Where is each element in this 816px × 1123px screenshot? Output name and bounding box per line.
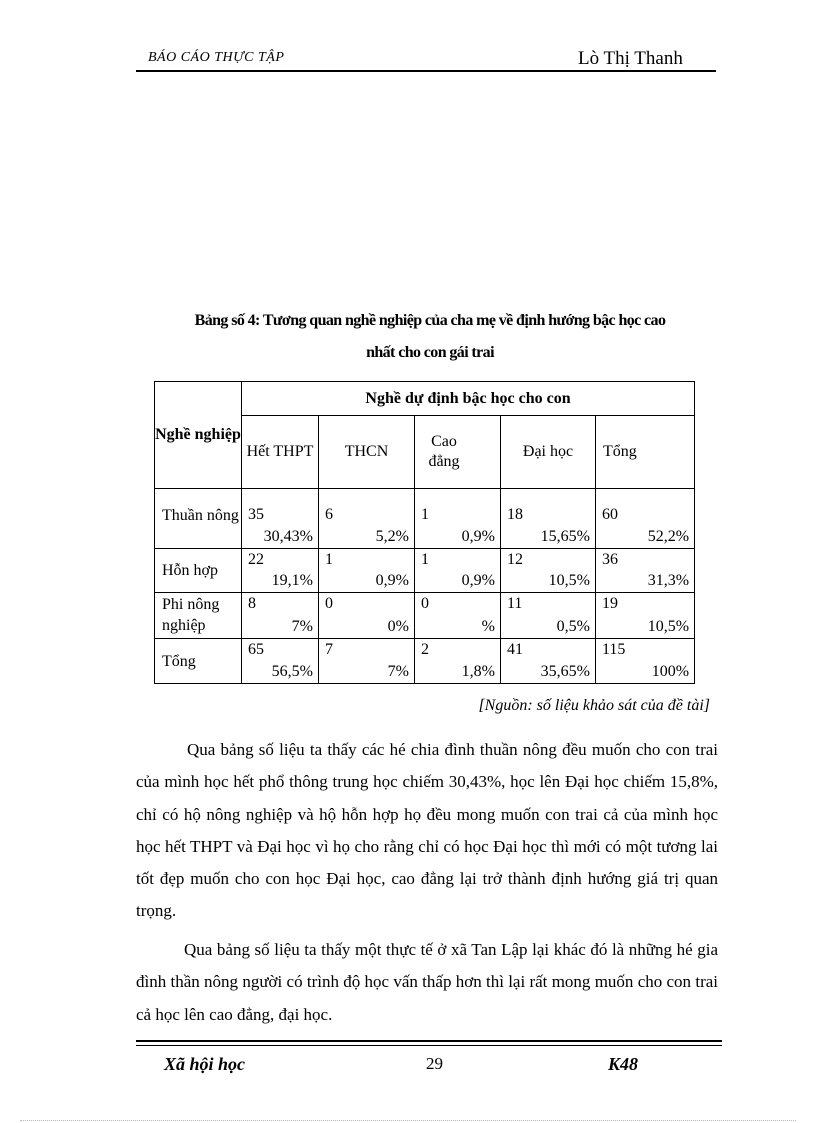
cell-percent: 19,1% [271,572,313,589]
cell-percent: 30,43% [263,528,313,545]
cell-count: 22 [248,551,264,568]
row-label [155,639,242,684]
cell-percent: 35,65% [540,663,590,680]
table-row [155,489,695,549]
row-label [155,489,242,549]
footer-class-code: K48 [608,1054,639,1074]
cell-count: 41 [507,641,523,658]
data-cell [415,549,501,593]
cell-count: 19 [602,595,618,612]
cell-count: 115 [602,641,626,658]
column-header [501,416,596,489]
data-cell [596,593,695,639]
cell-percent: 0,9% [375,572,409,589]
column-header-label: Cao đẳng [428,433,460,470]
table-source-note: [Nguồn: số liệu khảo sát của đề tài] [478,697,710,714]
group-header-label: Nghề dự định bậc học cho con [365,389,571,407]
table-row [155,593,695,639]
cell-percent: 0,5% [556,618,590,635]
cell-count: 11 [507,595,523,612]
cell-percent: 5,2% [375,528,409,545]
column-header-label: THCN [344,443,389,460]
header-report-title: BÁO CÁO THỰC TẬP [148,50,285,65]
cell-count: 65 [248,641,264,658]
data-cell [415,639,501,684]
column-header [596,416,695,489]
row-label-text: Hỗn hợp [162,562,219,579]
cell-percent: 0% [387,618,409,635]
row-header-label: Nghề nghiệp [155,426,241,443]
table-row [155,639,695,684]
cell-count: 36 [602,551,618,568]
data-cell [415,489,501,549]
cell-percent: 56,5% [271,663,313,680]
cell-percent: 7% [291,618,313,635]
cell-count: 1 [421,551,429,568]
body-paragraph-2: Qua bảng số liệu ta thấy một thực tế ở xã Tan Lập lại khác đó là những hé gia đình thần nông người có trình độ học vấn thấp hơn thì lại rất mong muốn cho con trai cả học lên cao đẳng, đại học. [136,940,718,1024]
page-number: 29 [426,1054,443,1073]
column-header [415,416,501,489]
data-cell [319,639,415,684]
column-header-label: Đại học [522,443,574,460]
body-paragraph-1: Qua bảng số liệu ta thấy các hé chia đình thuần nông đều muốn cho con trai của mình học hết phổ thông trung học chiếm 30,43%, học lên Đại học chiếm 15,8%, chỉ có hộ nông nghiệp và hộ hỗn hợp họ đều mong muốn con trai cả của mình học học hết THPT và Đại học vì họ cho rằng chỉ có học Đại học thì mới có một tương lai tốt đẹp muốn cho con học Đại học, cao đẳng lại trở thành định hướng giá trị quan trọng. [136,740,718,921]
data-cell [242,593,319,639]
cell-percent: 7% [387,663,409,680]
column-header-label: Hết THPT [246,443,314,460]
cell-percent: 0,9% [461,572,495,589]
cell-percent: 31,3% [647,572,690,589]
data-cell [501,489,596,549]
cell-count: 2 [421,641,429,658]
header-author-name: Lò Thị Thanh [578,48,683,69]
data-cell [596,549,695,593]
data-cell [415,593,501,639]
table-caption-line-2: nhất cho con gái trai [366,344,494,361]
cell-count: 6 [325,506,333,523]
row-label-text: Phi nông nghiệp [162,596,220,634]
column-header [319,416,415,489]
data-cell [319,549,415,593]
page-edge-marker [20,1120,796,1121]
cell-percent: % [481,618,495,635]
cell-count: 0 [421,595,429,612]
cell-count: 18 [507,506,523,523]
data-cell [501,549,596,593]
data-cell [242,639,319,684]
footer-divider-thin [136,1045,722,1046]
cell-percent: 10,5% [647,618,690,635]
cell-count: 1 [325,551,333,568]
data-cell [319,593,415,639]
column-header-label: Tổng [603,443,637,460]
cell-count: 0 [325,595,333,612]
data-cell [501,639,596,684]
cell-percent: 100% [651,663,690,680]
row-label [155,549,242,593]
row-label [155,593,242,639]
data-cell [319,489,415,549]
cell-count: 8 [248,595,256,612]
data-cell [501,593,596,639]
data-cell [596,639,695,684]
cell-count: 60 [602,506,618,523]
cell-percent: 52,2% [647,528,690,545]
cell-count: 7 [325,641,333,658]
data-cell [242,489,319,549]
cell-percent: 0,9% [461,528,495,545]
data-cell [596,489,695,549]
cell-percent: 10,5% [548,572,590,589]
footer-department: Xã hội học [164,1054,246,1074]
column-header [242,416,319,489]
data-table [154,381,695,684]
cell-count: 1 [421,506,429,523]
cell-count: 35 [248,506,264,523]
row-label-text: Thuần nông [162,507,239,524]
cell-percent: 15,65% [540,528,590,545]
row-header-cell [155,382,242,489]
group-header-cell [242,382,695,416]
table-caption-line-1: Bảng số 4: Tương quan nghề nghiệp của cha mẹ về định hướng bậc học cao [194,312,666,329]
cell-percent: 1,8% [461,663,495,680]
header-divider [136,70,716,72]
table-row [155,549,695,593]
cell-count: 12 [507,551,523,568]
row-label-text: Tổng [162,652,196,670]
footer-divider-thick [136,1040,722,1042]
data-cell [242,549,319,593]
